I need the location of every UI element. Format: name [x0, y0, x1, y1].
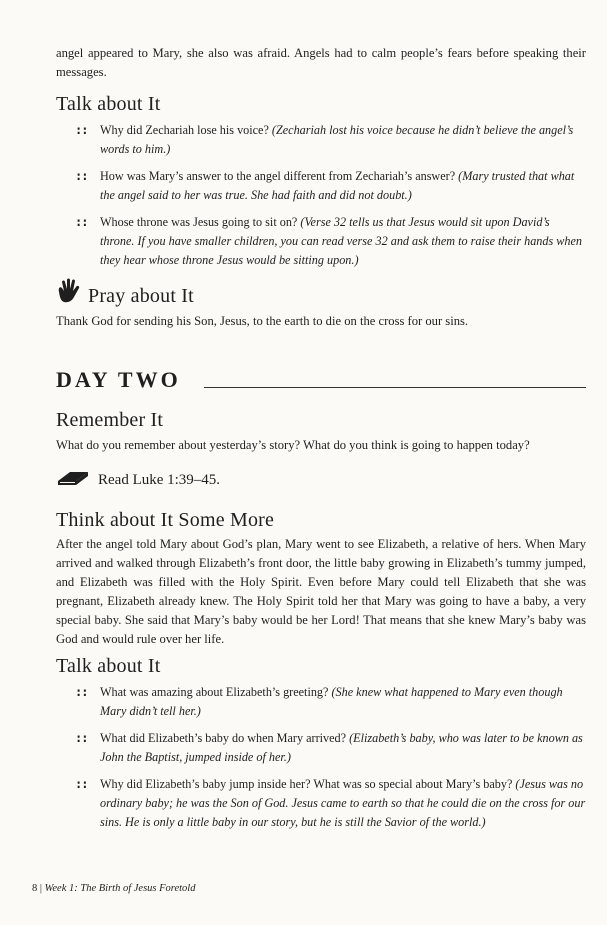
question-text: Why did Elizabeth’s baby jump inside her? What was so special about Mary’s baby? [100, 777, 513, 791]
bullet-icon: :: [75, 169, 88, 183]
intro-paragraph: angel appeared to Mary, she also was afraid. Angels had to calm people’s fears before speaking their messages. [56, 46, 586, 79]
think-paragraph: After the angel told Mary about God’s plan, Mary went to see Elizabeth, a relative of hers. When Mary arrived and walked through Elizabeth’s front door, the little baby growing in Elizabeth’s tummy jumped, and Elizabeth was filled with the Holy Spirit. Even before Mary could tell Elizabeth that she was pregnant, Elizabeth already knew. The Holy Spirit told her that Mary was going to have a baby, a very special baby. She said that Mary’s baby would be her Lord! That means that she knew Mary’s baby was God and would rule over her life. [56, 537, 586, 646]
talk-about-it-heading-1: Talk about It [56, 93, 161, 115]
answer-text: (Jesus was no ordinary baby; he was the Son of God. Jesus came to earth so that he could die on the cross for our sins. He is only a little baby in our story, but he is still the Savior of the world.) [100, 777, 586, 829]
read-passage-label: Read Luke 1:39–45. [98, 472, 221, 488]
answer-text: (Elizabeth’s baby, who was later to be known as John the Baptist, jumped inside of her.) [100, 731, 583, 764]
answer-text: (Zechariah lost his voice because he didn’t believe the angel’s words to him.) [100, 123, 574, 156]
question-item [75, 167, 587, 205]
question-text: Whose throne was Jesus going to sit on? [100, 215, 298, 229]
question-text: What did Elizabeth’s baby do when Mary arrived? [100, 731, 347, 745]
question-item [75, 213, 587, 270]
bullet-icon: :: [75, 731, 88, 745]
remember-text: What do you remember about yesterday’s story? What do you think is going to happen today? [56, 438, 530, 452]
day-two-heading: DAY TWO [56, 367, 181, 392]
answer-text: (She knew what happened to Mary even though Mary didn’t tell her.) [100, 685, 563, 718]
praying-hand-icon [56, 278, 80, 304]
answer-text: (Verse 32 tells us that Jesus would sit upon David’s throne. If you have smaller children, you can read verse 32 and ask them to raise their hands when they hear whose throne Jesus would be sitting upon.) [100, 215, 582, 267]
question-text: How was Mary’s answer to the angel different from Zechariah’s answer? [100, 169, 456, 183]
page-footer [32, 882, 195, 896]
question-text: Why did Zechariah lose his voice? [100, 123, 269, 137]
question-item [75, 121, 587, 159]
pray-text: Thank God for sending his Son, Jesus, to the earth to die on the cross for our sins. [56, 314, 469, 328]
answer-text: (Mary trusted that what the angel said to her was true. She had faith and did not doubt.) [100, 169, 575, 202]
talk-about-it-heading-2: Talk about It [56, 655, 161, 677]
footer-title: Week 1: The Birth of Jesus Foretold [44, 883, 196, 894]
heading-rule [204, 387, 586, 388]
bible-book-icon [56, 468, 90, 488]
bullet-icon: :: [75, 215, 88, 229]
bullet-icon: :: [75, 123, 88, 137]
page-number: 8 [32, 883, 38, 894]
question-item [75, 683, 587, 721]
bullet-icon: :: [75, 777, 88, 791]
think-about-it-heading: Think about It Some More [56, 509, 275, 531]
bullet-icon: :: [75, 685, 88, 699]
question-item [75, 775, 587, 832]
pray-about-it-heading: Pray about It [88, 285, 194, 307]
footer-separator: | [39, 883, 42, 894]
question-item [75, 729, 587, 767]
remember-it-heading: Remember It [56, 409, 164, 431]
question-text: What was amazing about Elizabeth’s greeting? [100, 685, 329, 699]
